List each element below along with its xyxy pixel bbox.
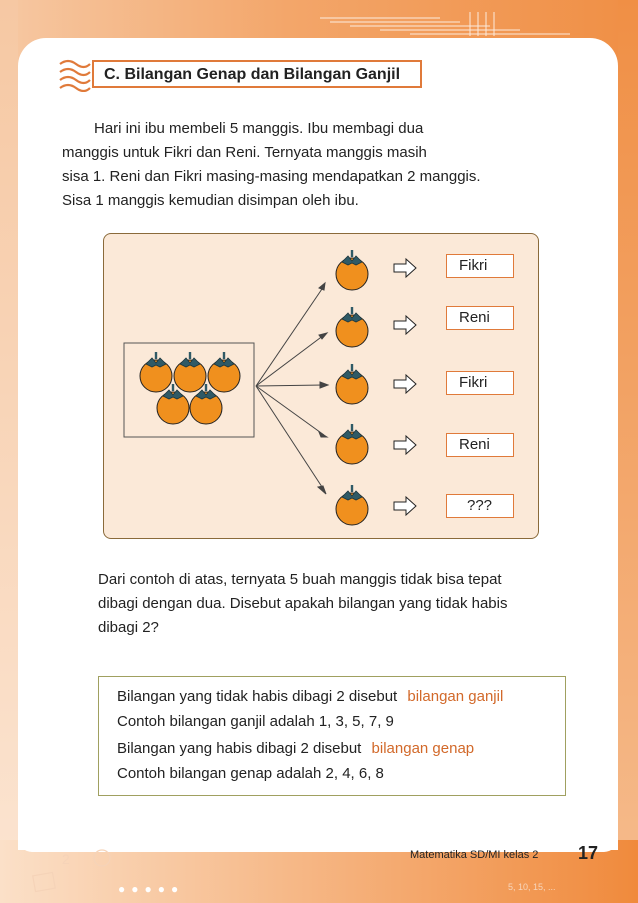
intro-line: Hari ini ibu membeli 5 manggis. Ibu membagi dua [94, 120, 424, 137]
header-decoration-lines [320, 10, 580, 38]
odd-definition-text: Bilangan yang tidak habis dibagi 2 disebut [117, 688, 398, 705]
definition-box [98, 676, 566, 796]
recipient-label: Reni [446, 433, 514, 457]
recipient-label: Fikri [446, 254, 514, 278]
question-line: Dari contoh di atas, ternyata 5 buah manggis tidak bisa tepat [98, 571, 502, 588]
intro-line: Sisa 1 manggis kemudian disimpan oleh ibu. [62, 192, 359, 209]
question-paragraph [98, 568, 578, 640]
section-marker-icon [58, 56, 92, 92]
question-line: dibagi 2? [98, 619, 159, 636]
mangosteen-icon [336, 364, 368, 404]
book-title: Matematika SD/MI kelas 2 [410, 849, 539, 861]
even-term: bilangan genap [371, 740, 475, 757]
hollow-arrow-right-icon [394, 436, 416, 454]
recipient-label: ??? [446, 494, 514, 518]
section-title: C. Bilangan Genap dan Bilangan Ganjil [104, 66, 401, 83]
mangosteen-icon [336, 307, 368, 347]
mangosteen-icon [336, 485, 368, 525]
right-margin-band [618, 0, 638, 850]
question-line: dibagi dengan dua. Disebut apakah bilangan yang tidak habis [98, 595, 508, 612]
mangosteen-icon [336, 424, 368, 464]
left-margin-band [0, 0, 18, 850]
intro-line: sisa 1. Reni dan Fikri masing-masing mendapatkan 2 manggis. [62, 168, 481, 185]
footer-doodle-icon [30, 846, 130, 896]
even-definition [117, 739, 474, 759]
recipient-label: Reni [446, 306, 514, 330]
footer-dots: ●●●●● [118, 882, 185, 896]
odd-example: Contoh bilangan ganjil adalah 1, 3, 5, 7, 9 [117, 713, 394, 730]
hollow-arrow-right-icon [394, 497, 416, 515]
intro-line: manggis untuk Fikri dan Reni. Ternyata manggis masih [62, 144, 427, 161]
odd-definition [117, 687, 503, 707]
odd-term: bilangan ganjil [407, 688, 504, 705]
even-definition-text: Bilangan yang habis dibagi 2 disebut [117, 740, 362, 757]
mangosteen-icon [336, 250, 368, 290]
even-example: Contoh bilangan genap adalah 2, 4, 6, 8 [117, 765, 384, 782]
footer-sequence: 5, 10, 15, ... [508, 882, 556, 892]
page-number: 17 [578, 843, 599, 863]
svg-text:2: 2 [62, 851, 70, 867]
recipient-label: Fikri [446, 371, 514, 395]
intro-paragraph [62, 117, 562, 213]
section-title-box [92, 60, 422, 88]
hollow-arrow-right-icon [394, 259, 416, 277]
hollow-arrow-right-icon [394, 316, 416, 334]
hollow-arrow-right-icon [394, 375, 416, 393]
